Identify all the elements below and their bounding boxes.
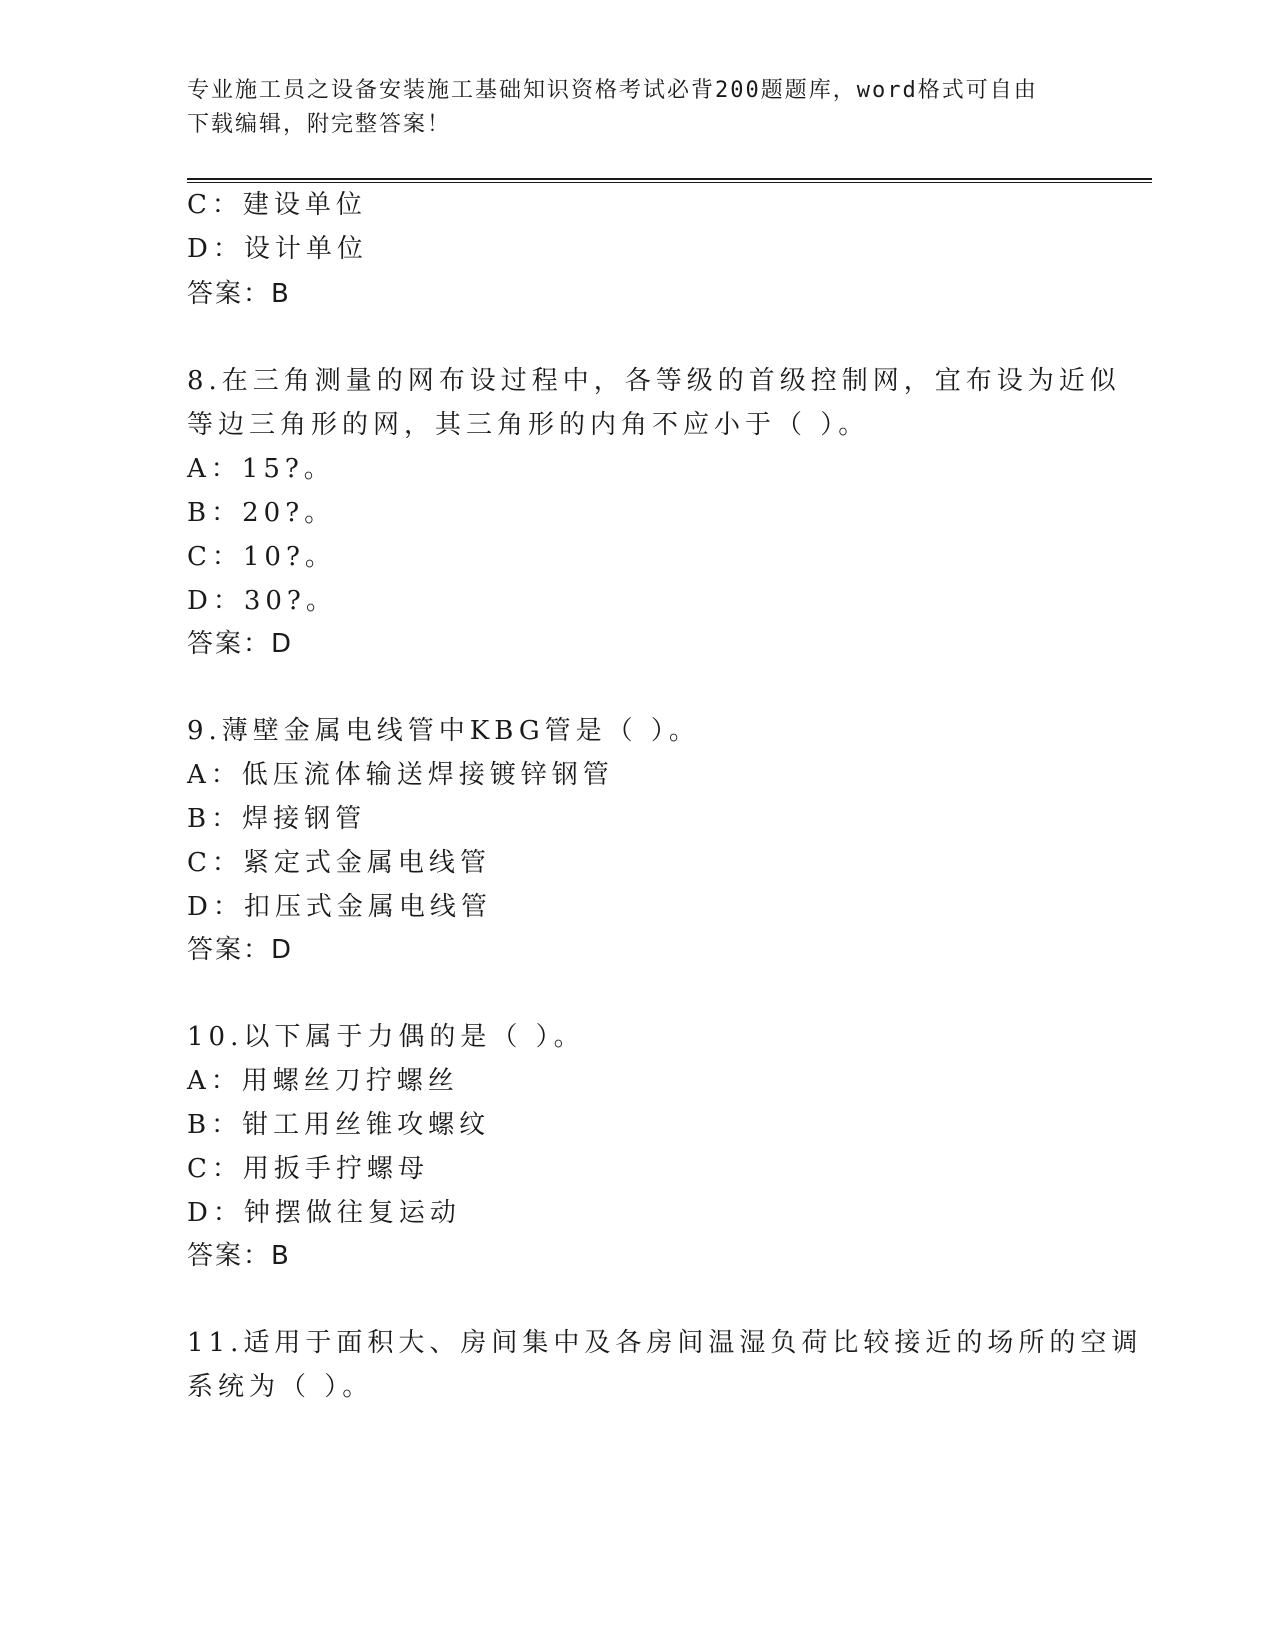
q9-option-b: B：焊接钢管 [187,804,367,834]
q11-stem-line-1: 11.适用于面积大、房间集中及各房间温湿负荷比较接近的场所的空调 [187,1328,1143,1358]
q8-answer: 答案：D [187,629,294,659]
q10-option-c: C：用扳手拧螺母 [187,1154,429,1184]
q9-option-c: C：紧定式金属电线管 [187,848,491,878]
q8-option-b: B：20?。 [187,498,336,528]
q7-option-d: D：设计单位 [187,234,368,264]
q8-option-c: C：10?。 [187,542,336,572]
q8-option-d: D：30?。 [187,586,337,616]
q11-stem-line-2: 系统为（ ）。 [187,1372,374,1402]
q10-option-a: A：用螺丝刀拧螺丝 [187,1066,459,1096]
q7-option-c: C：建设单位 [187,190,367,220]
q10-option-b: B：钳工用丝锥攻螺纹 [187,1110,491,1140]
header-divider [187,178,1152,183]
header-title-line-1: 专业施工员之设备安装施工基础知识资格考试必背200题题库，word格式可自由 [187,78,1038,103]
q10-option-d: D：钟摆做往复运动 [187,1198,461,1228]
q10-answer: 答案：B [187,1241,291,1271]
q8-stem-line-2: 等边三角形的网，其三角形的内角不应小于（ ）。 [187,410,870,440]
q8-stem-line-1: 8.在三角测量的网布设过程中，各等级的首级控制网，宜布设为近似 [187,366,1121,396]
q9-answer: 答案：D [187,935,294,965]
q10-stem: 10.以下属于力偶的是（ ）。 [187,1022,585,1052]
q9-stem: 9.薄壁金属电线管中KBG管是（ ）。 [187,716,700,746]
q9-option-a: A：低压流体输送焊接镀锌钢管 [187,760,614,790]
header-title-line-2: 下载编辑，附完整答案！ [187,112,452,137]
document-header [187,74,1067,142]
q8-option-a: A：15?。 [187,454,335,484]
q9-option-d: D：扣压式金属电线管 [187,892,492,922]
q7-answer: 答案：B [187,279,291,309]
